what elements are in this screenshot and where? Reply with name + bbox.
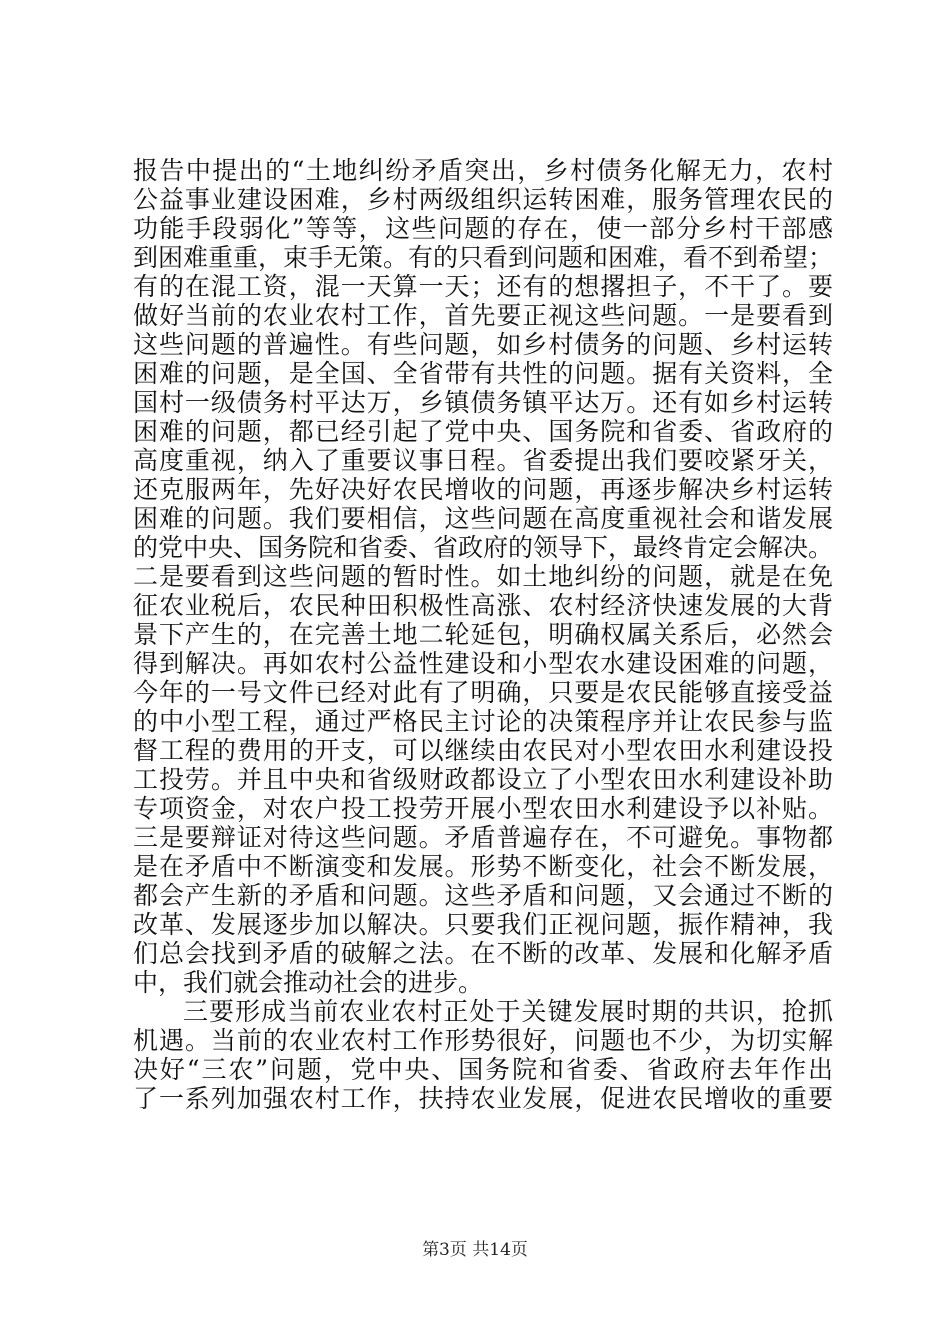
text-line: 中，我们就会推动社会的进步。 — [133, 968, 484, 997]
text-line: 了一系列加强农村工作，扶持农业发展，促进农民增收的重要 — [133, 1084, 833, 1113]
text-line: 公益事业建设困难，乡村两级组织运转困难，服务管理农民的 — [133, 185, 833, 214]
text-line: 景下产生的，在完善土地二轮延包，明确权属关系后，必然会 — [133, 620, 833, 649]
text-line: 都会产生新的矛盾和问题。这些矛盾和问题，又会通过不断的 — [133, 881, 833, 910]
text-line: 高度重视，纳入了重要议事日程。省委提出我们要咬紧牙关， — [133, 446, 833, 475]
text-line: 还克服两年，先好决好农民增收的问题，再逐步解决乡村运转 — [133, 475, 833, 504]
text-line: 专项资金，对农户投工投劳开展小型农田水利建设予以补贴。 — [133, 794, 833, 823]
text-line: 改革、发展逐步加以解决。只要我们正视问题，振作精神，我 — [133, 910, 833, 939]
text-line: 二是要看到这些问题的暂时性。如土地纠纷的问题，就是在免 — [133, 562, 833, 591]
text-line: 督工程的费用的开支，可以继续由农民对小型农田水利建设投 — [133, 736, 833, 765]
text-line: 的党中央、国务院和省委、省政府的领导下，最终肯定会解决。 — [133, 533, 833, 562]
text-line: 做好当前的农业农村工作，首先要正视这些问题。一是要看到 — [133, 301, 833, 330]
document-body — [133, 156, 833, 1113]
text-line: 工投劳。并且中央和省级财政都设立了小型农田水利建设补助 — [133, 765, 833, 794]
text-line: 决好“三农”问题，党中央、国务院和省委、省政府去年作出 — [133, 1055, 833, 1084]
text-line: 三要形成当前农业农村正处于关键发展时期的共识，抢抓 — [183, 997, 833, 1026]
text-line: 到困难重重，束手无策。有的只看到问题和困难，看不到希望； — [133, 243, 833, 272]
text-line: 是在矛盾中不断演变和发展。形势不断变化，社会不断发展， — [133, 852, 833, 881]
text-line: 们总会找到矛盾的破解之法。在不断的改革、发展和化解矛盾 — [133, 939, 833, 968]
page-number-footer: 第3页 共14页 — [422, 1240, 528, 1260]
text-line: 困难的问题，是全国、全省带有共性的问题。据有关资料，全 — [133, 359, 833, 388]
text-line: 困难的问题，都已经引起了党中央、国务院和省委、省政府的 — [133, 417, 833, 446]
text-line: 功能手段弱化”等等，这些问题的存在，使一部分乡村干部感 — [133, 214, 833, 243]
text-line: 的中小型工程，通过严格民主讨论的决策程序并让农民参与监 — [133, 707, 833, 736]
text-line: 有的在混工资，混一天算一天；还有的想撂担子，不干了。要 — [133, 272, 833, 301]
text-line: 报告中提出的“土地纠纷矛盾突出，乡村债务化解无力，农村 — [133, 156, 833, 185]
text-line: 今年的一号文件已经对此有了明确，只要是农民能够直接受益 — [133, 678, 833, 707]
text-line: 得到解决。再如农村公益性建设和小型农水建设困难的问题， — [133, 649, 833, 678]
text-line: 这些问题的普遍性。有些问题，如乡村债务的问题、乡村运转 — [133, 330, 833, 359]
text-line: 三是要辩证对待这些问题。矛盾普遍存在，不可避免。事物都 — [133, 823, 833, 852]
text-line: 征农业税后，农民种田积极性高涨、农村经济快速发展的大背 — [133, 591, 833, 620]
text-line: 机遇。当前的农业农村工作形势很好，问题也不少，为切实解 — [133, 1026, 833, 1055]
text-line: 国村一级债务村平达万，乡镇债务镇平达万。还有如乡村运转 — [133, 388, 833, 417]
text-line: 困难的问题。我们要相信，这些问题在高度重视社会和谐发展 — [133, 504, 833, 533]
